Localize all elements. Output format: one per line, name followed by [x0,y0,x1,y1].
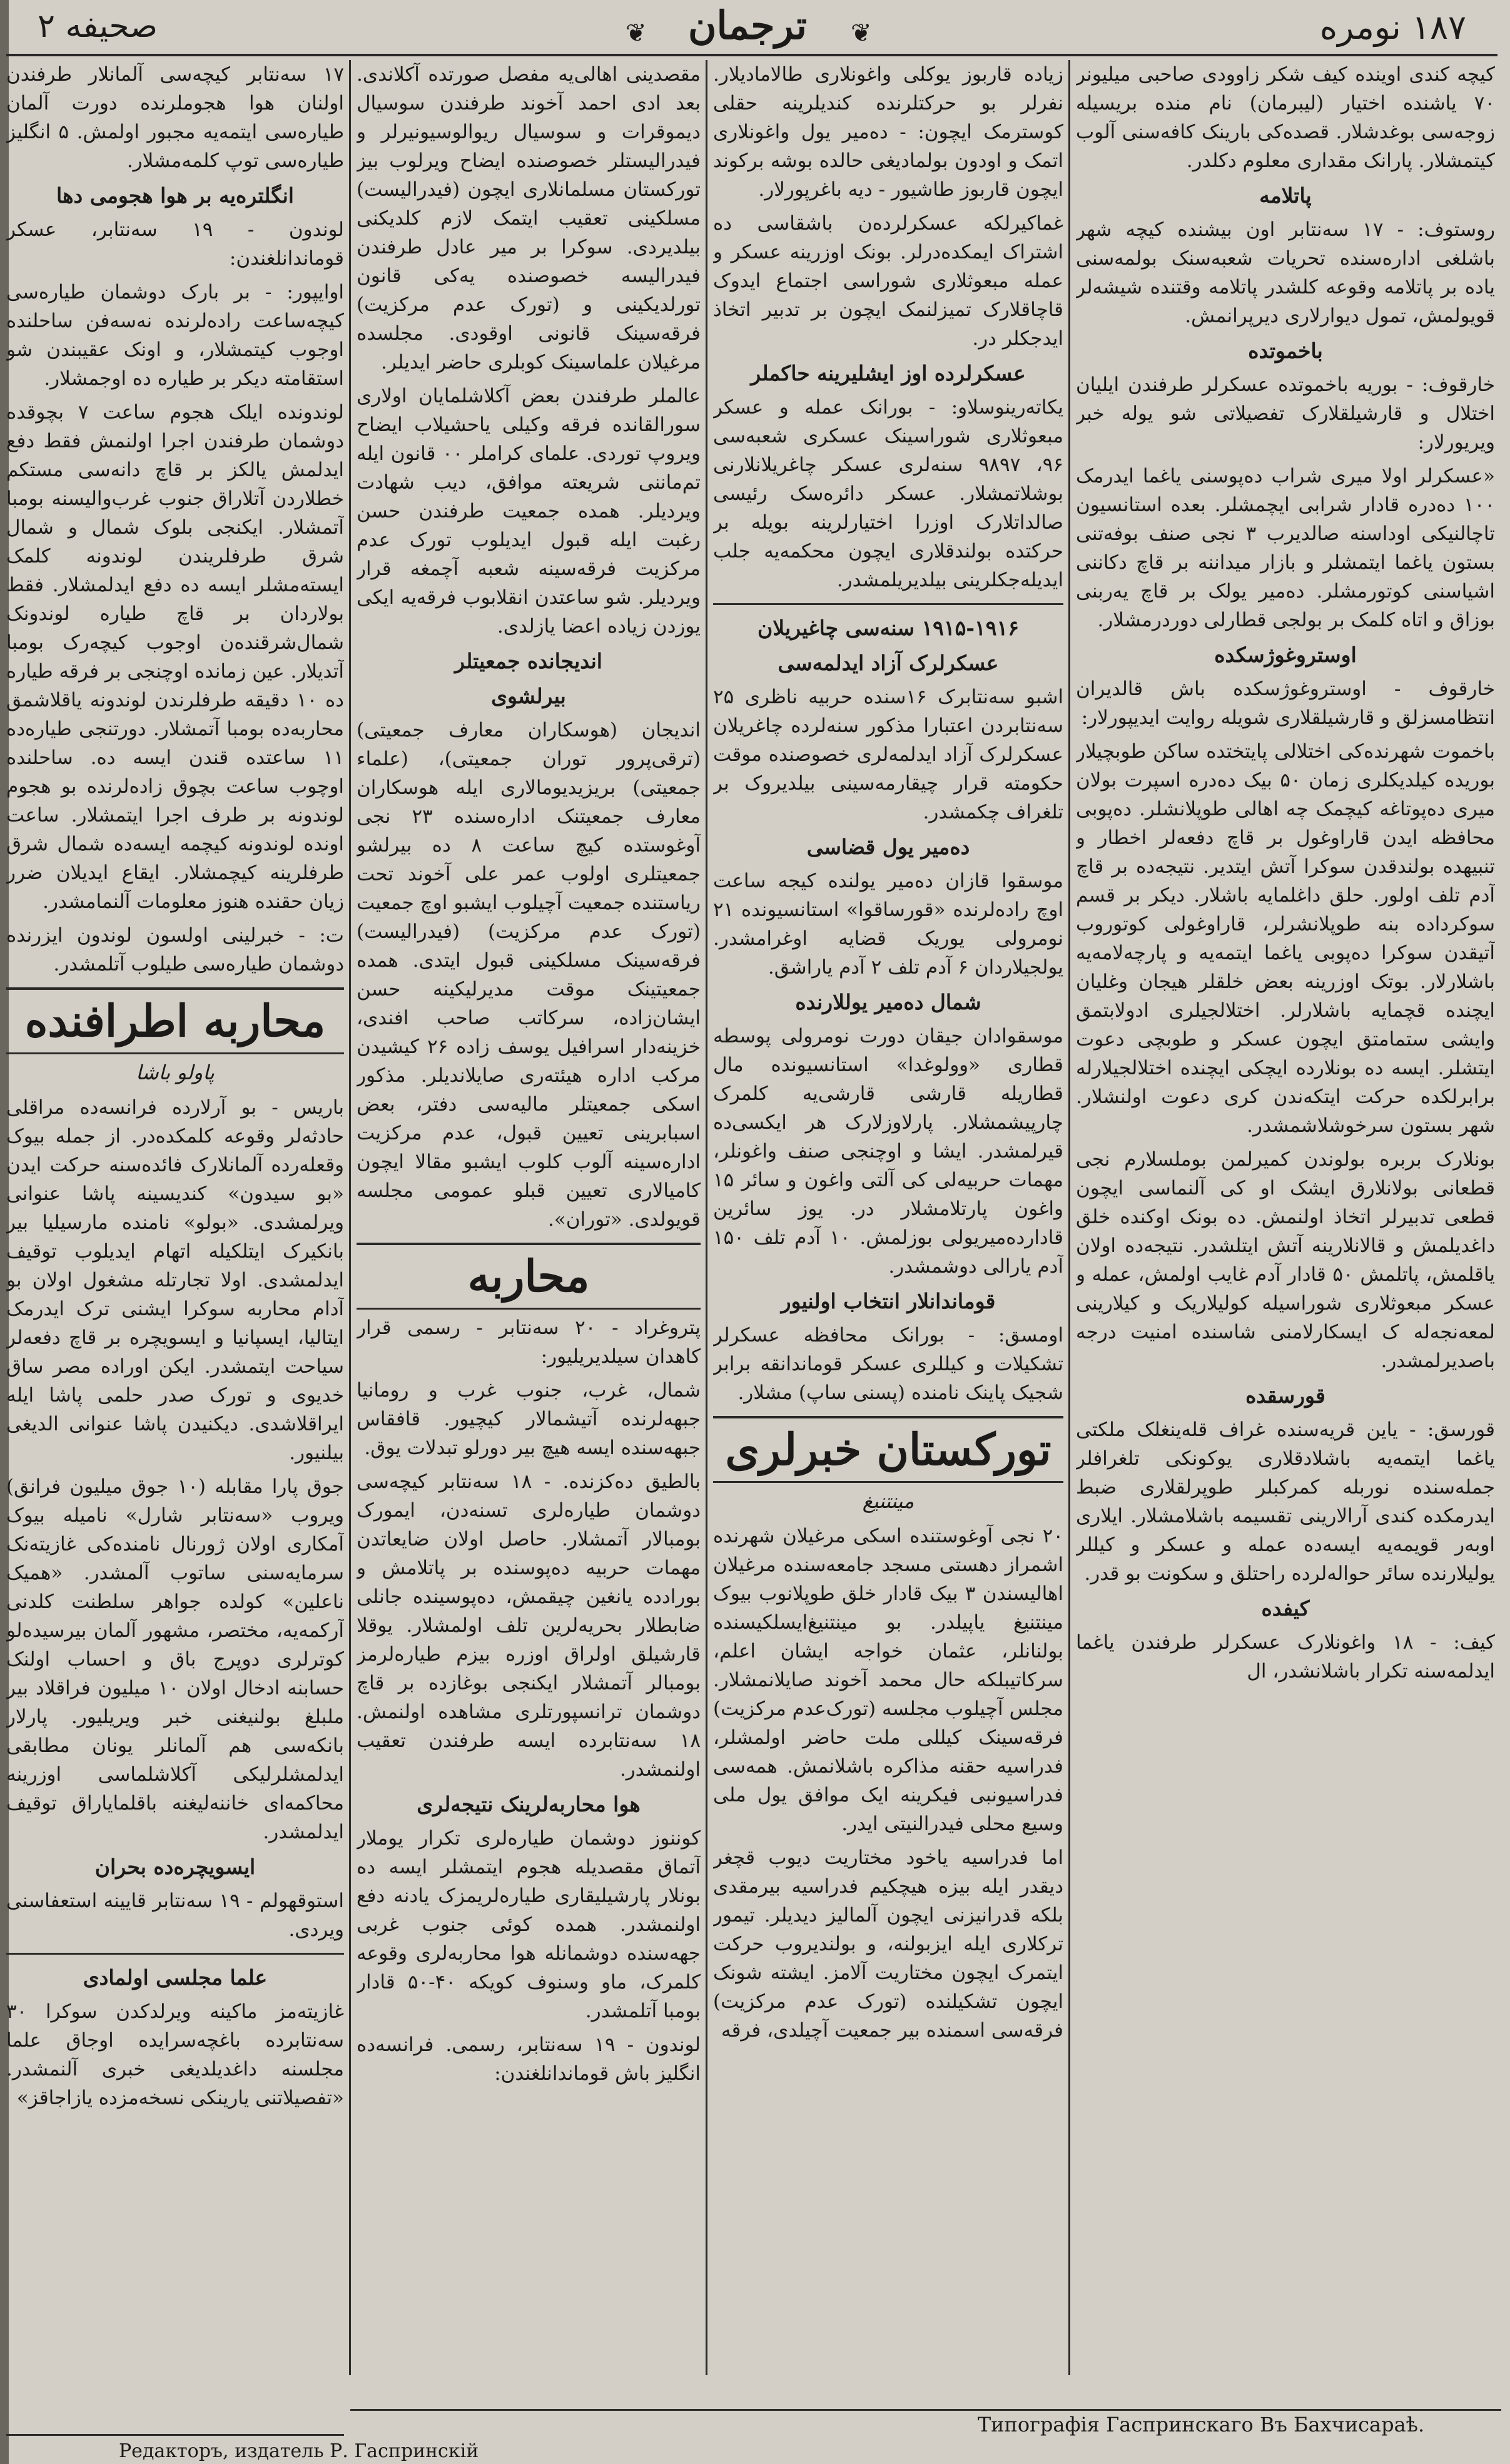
article-paragraph: کوننوز دوشمان طیاره‌لری تکرار یوملار آتماق مقصدیله هجوم ایتمشلر ایسه ده بونلار پارشیلیقاری طیاره‌لریمزک یادنه دفع اولنمشدر. همده کوئی جنوب غربی جهه‌سنده دوشمانله هوا محاربه‌لری وقوعه کلمرک، ماو وسنوف کویکه ۴۰-۵۰ قادار بومبا آتلمشدر. [357,1827,701,2022]
article-paragraph: بونلارک بربره بولوندن کمیرلمن بوملسلارم نجی قطعانی بولانلارق ایشک او کی آلنماسی ایچون قطعی تدبیرلر اتخاذ اولنمش. ده بونک اوکنده خلق داغدیلمش و قالانلارینه آتش ایتلشدر. نتیجه‌ده اولان یاقلمش، پاتلمش ۵۰ قادار آدم غایب اولمش، عمله و عسکر مبعوثلاری شوراسیله کولیلاریک و کیلارینی لمعه‌نجه‌له ک ایسکارلامنی شاسنده امنیت درجه باصدیرلمشدر. [1076,1148,1495,1372]
article-paragraph: ۱۷ سه‌نتابر کیچه‌سی آلمانلار طرفندن اولنان هوا هجوملرنده دورت آلمان طیاره‌سی ایتمه‌یه مجبور اولمش. ۵ انگلیز طیاره‌سی توپ کلمه‌مشلار. [6,63,344,172]
article-paragraph: عالملر طرفندن بعض آکلاشلمایان اولاری سورالقانده فرقه وکیلی یاحشیلاب ایضاح ویروپ توردی. علمای کراملر ۰۰ قانون ایله تم‌ماننی شریعته موافق، دیب شهادت ویردیلر. همده جمعیت طرفندن حسن رغبت ایله قبول ایدیلوب تورک عدم مرکزیت فرقه‌سینه شعبه آچمغه قرار ویردیلر. شو ساعتدن انقلابوب فرقه‌یه ایکی یوزدن زیاده اعضا یازلدی. [357,385,701,638]
article-paragraph: اشبو سه‌نتابرک ۱۶سنده حربیه ناظری ۲۵ سه‌نتابردن اعتبارا مذکور سنه‌لرده چاغریلان عسکرلرک آزاد ایدلمه‌لری خصوصنده موقت حکومته قرار چیقارمه‌سینی بیلدیروک بر تلغراف چکمشدر. [713,686,1063,823]
column-rule [349,60,351,2375]
article-paragraph: غازیته‌مز ماکینه ویرلدکدن سوکرا ۳۰ سه‌نتابرده باغچه‌سرایده اوجاق علما مجلسنه داغدیلدیغی خبری آلنمشدر. «تفصیلاتنی یارینکی نسخه‌مزده یازاجاقز» [6,2000,344,2109]
article-paragraph: اما فدراسیه یاخود مختاریت دیوب قچغر دیقدر ایله بیزه هیچکیم فدراسیه بیرمقدی بلکه قدرانیزنی ایچون آلمالیز دیدیلر. تیمور ترکلاری ایله ایزبولنه، و بولندیروب حرکت ایتمرک ایچون مختاریت آلامز. ایشته شونک ایچون تشکیلنده (تورک عدم مرکزیت) فرقه‌سی اسمنده بیر جمعیت آچیلدی، فرقه [713,1846,1063,2042]
article-paragraph: پتروغراد - ۲۰ سه‌نتابر - رسمی قرار کاهدان سیلدیریلیور: [357,1316,701,1368]
section-heading: باخموتده [1248,339,1323,363]
column-3 [357,60,701,2369]
article-paragraph: قورسق: - یاین قریه‌سنده غراف قله‌ینغلک ملکتی یاغما ایتمه‌یه باشلادقلاری یوکونکی تلغرافلر جمله‌سنده نوربله کمرکبلر طوپرلقلاری ضبط ایدرمکده کندی آرالارینی تقسیمه باشلامشلار. ایلاری اوبه‌ر قویمه‌یه ایسه‌ده عمله و عسکر و کیللر یولیلارنده سائر حواله‌لرده راحتلق و سکونت بو قدر. [1076,1418,1495,1585]
article-paragraph: ۲۰ نجی آوغوستنده اسکی مرغیلان شهرنده اشمراز دهستی مسجد جامعه‌سنده مرغیلان اهالیسندن ۳ بیک قادار خلق طوپلانوب بیوک مینتنیغ یاپیلدر. بو مینتنیغ‌ایسلکیسنده بولنانلر، عثمان خواجه ایشان اعلم، سرکاتیبلکه حال محمد آخوند صایلانمشلار. مجلس آچیلوب مجلسه (تورک‌عدم مرکزیت) فرقه‌سینک کیللی ملت حاضر اولمشلر، فدراسیه حقنه مذاکره باشلانمش. همه‌سی فدراسیونبی فیکرینه ایک موافق یول ملی وسیع محلی فیدرالنیتی ایدر. [713,1525,1063,1835]
section-heading: ۱۹۱۵-۱۹۱۶ سنه‌سی چاغیریلان [758,616,1019,640]
footer-rule [6,2434,344,2436]
war-surroundings-headline: محاربه اطرافنده [6,987,344,1054]
article-paragraph: اومسق: - بورانک محافظه عسکرلر تشکیلات و کیللری عسکر قوماندانقه برابر شجیک پاینک نامنده (پسنی ساپ) مشلار. [713,1324,1063,1404]
newspaper-title: ترجمان [687,3,808,48]
article-paragraph: یکاته‌رینوسلاو: - بورانک عمله و عسکر مبعوثلاری شوراسینک عسکری شعبه‌سی ۹۶، ۹۸۹۷ سنه‌لری عسکر چاغریلانلارنی بوشلاتمشلار. عسکر دائره‌سک رئیسی صالداتلارک اوزرا اختیارلرینه بویله بر حرکتده بولندقلاری ایچون محکمه‌یه جلب ایدیله‌جکلرینی بیلدیریلمشدر. [713,396,1063,591]
section-heading: بیرلشوی [491,684,566,708]
issue-number: ۱۸۷ نومره [1319,8,1466,47]
article-paragraph: جوق پارا مقابله (۱۰ جوق میلیون فرانق) ویروب «سه‌نتابر شارل» نامیله بیوک آمکاری اولان ژورنال نامنده‌کی غازیته‌نک سرمایه‌سنی ساتوب آلمشدر. «همیک ناعلین» کولده جواهر سلطنت کلدنی آرکمه‌یه، مختصر، مشهور آلمان بیرسیده‌لو کوترلری دوپرج باق و احساب اولنک حسابنه ادخال اولان ۱۰ میلیون فراقلاد بیر ملبلغ بولنیغنی خبر ویریلیور. پارلار بانکه‌سی هم آلمانلر یونان مطابقی ایدلمشلرلیکی آکلاشلماسی اوزرینه محاکمه‌ای خاننه‌لیغنه باقلمایاراق توقیف ایدلمشدر. [6,1475,344,1843]
article-paragraph: ت: - خبرلینی اولسون لوندون ایزرنده دوشمان طیاره‌سی طیلوب آتلمشدر. [6,924,344,975]
column-rule [1068,60,1070,2375]
section-heading: پاتلامه [1259,183,1312,208]
article-paragraph: کیچه کندی اوینده کیف شکر زاوودی صاحبی میلیونر ۷۰ یاشنده اختیار (لیبرمان) نام منده بریسیله زوجه‌سی بوغدشلار. قصده‌کی بارینک کافه‌سنی آلوب کیتمشلار. پارانک مقداری معلوم دکلدر. [1076,63,1495,172]
section-heading: ایسویچره‌ده بحران [94,1855,256,1879]
divider [713,603,1063,605]
article-paragraph: موسقوادان جیقان دورت نومرولی پوسطه قطاری «وولوغدا» استانسیونده مال قطاریله قارشی قارشی‌یه کلمرک چارپیشمشلار. پارلاوزلارک هر ایکسی‌ده قیرلمشدر. ایشا و اوچنجی صنف واغونلر، مهمات حربیه‌لی کی آلتی واغون و سائر ۱۵ واغون پارتلامشلار در. یوز سائرین قادارده‌میریولی بوزلمش. ۱۰ آدم تلف ۱۵۰ آدم یارالی دوشمشدر. [713,1025,1063,1278]
article-paragraph: کیف: - ۱۸ واغونلارک عسکرلر طرفندن یاغما ایدلمه‌سنه تکرار باشلانشدر، ال [1076,1631,1495,1683]
article-paragraph: خارقوف - اوستروغوژسکده باش قالدیران انتظامسزلق و قارشیلقلاری شویله روایت ایدیپورلار: [1076,678,1495,729]
section-heading: اندیجانده جمعیتلر [455,649,602,673]
section-heading: انگلتره‌یه بر هوا هجومی دها [56,183,294,208]
footer-rule [350,2409,1501,2411]
section-heading: اوستروغوژسکده [1214,643,1357,667]
article-paragraph: اوایپور: - بر بارک دوشمان طیاره‌سی کیچه‌ساعت راده‌لرنده نه‌سه‌فن ساحلنده اوجوب کیتمشلار، و اونک عقیبندن شو استقامته دیکر بر طیاره ده اوجمشلار. [6,281,344,390]
column-2 [713,60,1063,2369]
masthead [0,0,1510,51]
article-paragraph: لوندون - ۱۹ سه‌نتابر، رسمی. فرانسه‌ده انگلیز باش قوماندانلغندن: [357,2034,701,2085]
article-paragraph: بالطیق ده‌کزنده. - ۱۸ سه‌نتابر کیچه‌سی دوشمان طیاره‌لری تسنه‌دن، ایمورک بومبالار آتمشلار. حاصل اولان ضایعاتدن مهمات حربیه ده‌پوسنده بر پاتلامش و بورادده یانغین چیقمش، ده‌پوسینده جانلی ضابطلار بحریه‌لرین تلف اولمشلار. یوقلا قارشیلق اولراق اوزره بیزم طیاره‌لرمز بومبالر آتمشلار ایکنجی بوغازده بر قاچ دوشمان ترانسپورتلری مشاهده اولنمش. ۱۸ سه‌نتابرده ایسه طرفندن تعقیب اولنمشدر. [357,1470,701,1781]
article-paragraph: لوندونده ایلک هجوم ساعت ۷ بچوقده دوشمان طرفندن اجرا اولنمش فقط دفع ایدلمش یالکز بر قاچ دانه‌سی مستکم خطلاردن آتلاراق جنوب غرب‌والیسنه بومبا آتمشلار. ایکنجی بلوک شمال و شمال شرق طرفلریندن لوندونه کلمک ایسته‌مشلر ایسه ده دفع ایدلمشلار. فقط بولاردان بر قاچ طیاره لوندونک شمال‌شرقنده‌ن اوجوب کیچه‌رک بومبا آتدیلار. عین زمانده اوچنجی بر فرقه طیاره ده ۱۰ دقیقه طرفلرندن لوندونه یاقلاشمق محاربه‌ده بومبا آتمشلار. دورتنجی طیاره‌ده ۱۱ ساعتده قندن ایسه ده. ساحلنده اوچوب ساعت بچوق زاده‌لرنده بو هجوم لوندونه بر طرف اجرا ایتمشلار. ساعت اونده لوندونه کیچمه ایسه‌ده شمال شرق طرفلرینه کیچمشلار. ایقاع ایدیلان ضرر زیان حقنده هنوز معلومات آلنمامشدر. [6,401,344,913]
article-paragraph: روستوف: - ۱۷ سه‌نتابر اون بیشنده کیچه شهر باشلغی اداره‌سنده تحریات شعبه‌سنک بولمه‌سنی یاده بر پاتلامه وقوعه کلشدر پاتلامه وقتنده شیشه‌لر قویولمش، تمول دیوارلاری دیرپرانمش. [1076,218,1495,327]
divider [6,1953,344,1955]
column-1 [1076,60,1495,2369]
section-heading: کیفده [1261,1596,1310,1621]
section-heading: علما مجلسی اولمادی [83,1965,268,1990]
turkestan-news-headline: تورکستان خبرلری [713,1416,1063,1483]
war-headline: محاربه [357,1243,701,1310]
article-paragraph: «عسکرلر اولا میری شراب ده‌پوسنی یاغما ایدرمک ۱۰۰ ده‌دره قادار شرابی ایچمشلر. بعده استانسیون تاچالنیکی اوداسنه صالدیرب ۳ نجی صنف بوفه‌تنی بستون یاغما ایتمشلر و بازار میداننه بر قاچ دکاننی اشیاسنی کوتورمشلر. ده‌میر یولک بر قاچ یه‌ربنی بوزاق و اتاه کلمک بر بولجی قطارلی دوردرمشلار. [1076,465,1495,631]
subheading: پاولو باشا [136,1061,215,1084]
article-paragraph: استوقهولم - ۱۹ سه‌نتابر قایینه استعفاسنی ویردی. [6,1890,344,1941]
article-paragraph: غماکیرلکه عسکرلرده‌ن باشقاسی ده اشتراک ایمکده‌در‌لر. بونک اوزرینه عسکر و عمله مبعوثلاری شوراسی اجتماع ایدوک قاچاقلارک تمیزلنمک ایچون بر تدبیر اتخاذ ایدجکلر در. [713,212,1063,350]
section-heading: شمال ده‌میر یوللارنده [795,990,981,1014]
masthead-rule [6,54,1497,56]
article-paragraph: لوندون - ۱۹ سه‌نتابر، عسکر قوماندانلغندن: [6,218,344,270]
page-number: صحیفه ۲ [38,8,158,45]
subheading: مینتنیغ [862,1489,915,1513]
column-rule [706,60,707,2375]
article-paragraph: زیاده قاربوز یوکلی واغونلاری طالامادیلار. نفرلر بو حرکتلرنده کندیلرینه حقلی کوسترمک ایچون: - ده‌میر یول واغونلاری اتمک و اودون بولمادیغی حالده بوشه برکوند ایچون قاربوز طاشیور - دیه باغرپورلار. [713,63,1063,201]
column-4 [6,60,344,2369]
article-paragraph: مقصدینی اهالی‌یه مفصل صورتده آکلاندی. بعد ادی احمد آخوند طرفندن سوسیال دیموقرات و سوسیال ریوالوسیونیرلر و فیدرالیستلر خصوصنده ایضاح ویرلوب بیز تورکستان مسلمانلاری ایچون (فیدرالیست) مسلکینی تعقیب ایتمک لازم کلدیکنی بیلدیردی. سوکرا بر میر عادل طرفندن فیدرالیسه خصوصنده یه‌کی قانون تورلدیکینی و (تورک عدم مرکزیت) فرقه‌سینک قانونی اوقودی. مجلسده مرغیلان علماسینک کوبلری حاضر ایدیلر. [357,63,701,374]
editor-imprint: Редакторъ, издатель Р. Гаспринскій [119,2440,479,2462]
ornament-icon: ❦ [626,19,647,48]
article-paragraph: خارقوف: - بوریه باخموتده عسکرلر طرفندن ایلیان اختلال و قارشیلقلارک تفصیلاتی شو یوله خبر ویریورلار: [1076,374,1495,454]
ornament-icon: ❦ [851,19,872,48]
section-heading: عسکرلرک آزاد ایدلمه‌سی [778,651,999,675]
section-heading: ده‌میر یول قضاسی [806,835,970,859]
section-heading: قورسقده [1245,1383,1325,1408]
article-paragraph: شمال، غرب، جنوب غرب و رومانیا جبهه‌لرنده آتیشمالار کیچیور. قافقاس جبهه‌سنده ایسه هیچ بیر دورلو تبدلات یوق. [357,1379,701,1459]
article-paragraph: موسقوا قازان ده‌میر یولنده کیجه ساعت اوچ راده‌لرنده «قورساقوا» استانسیونده ۲۱ نومرولی یوریک قضایه اوغرامشدر. یولجیلاردان ۶ آدم تلف ۲ آدم یاراشق. [713,870,1063,979]
section-heading: عسکرلرده اوز ایشلیرینه حاکملر [751,361,1026,385]
article-paragraph: اندیجان (هوسکاران معارف جمعیتی) (ترقی‌پرور توران جمعیتی)، (علماء جمعیتی) بریزیدیومالاری ایله هوسکاران معارف جمعیتنک اداره‌سنده ۲۳ نجی آوغوستده کیچ ساعت ۸ ده بیرلشو جمعیتلری اولوب عمر علی آخوند تحت ریاستنده جمعیت آچیلوب ایشبو اوچ جمعیت (تورک عدم مرکزیت) (فیدرالیست) فرقه‌سینک مسلکینی قبول ایتدی. همده جمعیتینک موقت مدیرلیکینه حسن ایشان‌زاده، سرکاتب صاحب افندی، خزینه‌دار اسرافیل یوسف زاده ۲۶ کیشیدن مرکب اداره هیئته‌ری صایلاندیلر. مذکور اسکی جمعیتلر مالیه‌سی دفتر، بعض اسبابرینی تعیین قبول، عدم مرکزیت اداره‌سینه آلوب کلوب ایشبو مقالا ایچون کامیالاری تعیین قبلو عمومی مجلسه قویولدی. «توران». [357,719,701,1231]
article-paragraph: باریس - بو آرلارده فرانسه‌ده مراقلی حادثه‌لر وقوعه کلمکده‌در. از جمله بیوک وقعله‌رده آلمانلارک فائده‌سنه حرکت ایدن «بو سیدون» کندیسینه پاشا عنوانی ویرلمشدی. «بولو» نامنده مارسیلیا بیر بانکیرک ایتلکیله اتهام ایدیلوب توقیف ایدلمشدی. اولا تجارتله مشغول اولان بو آدام محاربه سوکرا ایشنی ترک ایدرمک ایتالیا، ایسپانیا و ایسویچره بر قاچ دفعه‌لر سیاحت ایتمشدر. ایکن اوراده مصر ساق خدیوی و تورک صدر حلمی پاشا ایله ایراقلاشدی. دیکنیدن پاشا عنوانی الدیغی بیلنیور. [6,1096,344,1464]
section-heading: قوماندانلار انتخاب اولنیور [781,1289,996,1313]
section-heading: هوا محاربه‌لرینک نتیجه‌لری [417,1792,641,1816]
printer-imprint: Типографія Гаспринскаго Въ Бахчисараѣ. [977,2413,1425,2436]
article-paragraph: باخموت شهرنده‌کی اختلالی پایتختده ساکن طوبچیلار بوریده کیلدیکلری زمان ۵۰ بیک ده‌دره اسپرت بولان میری ده‌پوتاغه کیچمک چه اهالی طوپلانشلر. ده‌پوبی محافظه ایدن قاراوغول بر قاچ دفعه‌لر اخطار و تنبیهده بولندقدن سوکرا آتش ایتدیر. نتیجه‌ده بر قاچ آدم تلف اولور. حلق داغلمایه باشلار. دیکر بر قسم سوکرداده بنه طوپلانشرلر، قاراوغولی کوتوروب آتیقدن سوکرا ده‌پوبی یاغما ایتمه‌یه و پارچه‌لامه‌یه باشلارلار. بوتک اوزرینه بعض خلقلر هیجان وغلیان ایچنده قچمایه باشلارلر. اختلالجیلری ادولابتمق وایشی ستمامتق ایچون عسکر و طوبچی دعوت ایتشلر. ایسه ده بونلارده ایچکی ایچنده اختلالجیلارله برابرلکده حرکت ایتکه‌ندن کری دعوت اولنشلار. شهر بستون سرخوشلاشمشدر. [1076,740,1495,1137]
